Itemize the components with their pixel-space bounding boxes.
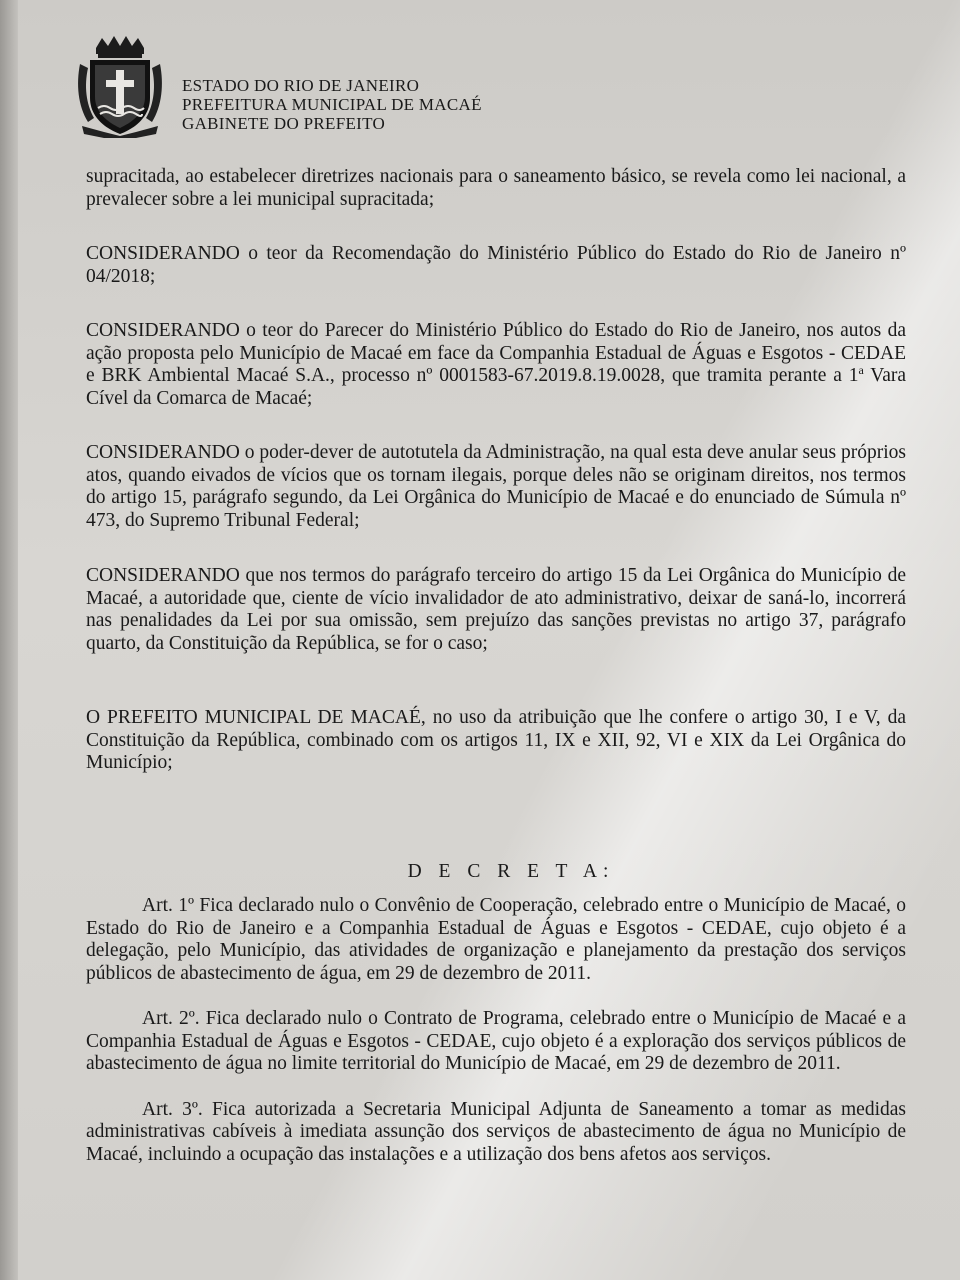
paragraph-considerando-4: CONSIDERANDO que nos termos do parágrafo terceiro do artigo 15 da Lei Orgânica do Município de Macaé, a autoridade que, ciente de vício invalidador de ato administrativo, deixar de saná-lo, incorrerá nas penalidades da Lei por sua omissão, sem prejuízo das sanções previstas no artigo 37, parágrafo quarto, da Constituição da República, se for o caso; [86, 565, 906, 654]
paragraph-considerando-2-tail: Vara Cível da Comarca de Macaé; [86, 365, 906, 409]
paragraph-considerando-2-text: CONSIDERANDO o teor do Parecer do Ministério Público do Estado do Rio de Janeiro, nos autos da ação proposta pelo Município de Macaé em face da Companhia Estadual de Águas e Esgotos - CEDAE e BRK Ambiental Macaé S.A., processo nº 0001583-67.2019.8.19.0028, que tramita perante a 1 [86, 320, 906, 386]
document-header [74, 34, 554, 144]
document-body [86, 166, 906, 1166]
paragraph-continuation: supracitada, ao estabelecer diretrizes nacionais para o saneamento básico, se revela como lei nacional, a prevalecer sobre a lei municipal supracitada; [86, 166, 906, 210]
page-edge-shadow [0, 0, 18, 1280]
paragraph-considerando-1: CONSIDERANDO o teor da Recomendação do Ministério Público do Estado do Rio de Janeiro nº 04/2018; [86, 243, 906, 287]
paragraph-considerando-3: CONSIDERANDO o poder-dever de autotutela da Administração, na qual esta deve anular seus próprios atos, quando eivados de vícios que os tornam ilegais, porque deles não se originam direitos, nos termos do artigo 15, parágrafo segundo, da Lei Orgânica do Município de Macaé e do enunciado de Súmula nº 473, do Supremo Tribunal Federal; [86, 442, 906, 531]
decreta-heading: D E C R E T A: [407, 860, 615, 882]
ordinal-superscript: a [858, 363, 864, 377]
header-state: ESTADO DO RIO DE JANEIRO [182, 76, 420, 95]
article-2: Art. 2º. Fica declarado nulo o Contrato de Programa, celebrado entre o Município de Macaé e a Companhia Estadual de Águas e Esgotos - CEDAE, cujo objeto é a exploração dos serviços públicos de abastecimento de água no limite territorial do Município de Macaé, em 29 de dezembro de 2011. [86, 1008, 906, 1074]
paragraph-prefeito: O PREFEITO MUNICIPAL DE MACAÉ, no uso da atribuição que lhe confere o artigo 30, I e V, da Constituição da República, combinado com os artigos 11, IX e XII, 92, VI e XIX da Lei Orgânica do Município; [86, 707, 906, 773]
header-office: GABINETE DO PREFEITO [182, 114, 386, 133]
paragraph-considerando-2 [86, 320, 906, 410]
article-1: Art. 1º Fica declarado nulo o Convênio de Cooperação, celebrado entre o Município de Macaé, o Estado do Rio de Janeiro e a Companhia Estadual de Águas e Esgotos - CEDAE, cujo objeto é a delegação, pelo Município, das atividades de organização e planejamento da prestação dos serviços públicos de abastecimento de água, em 29 de dezembro de 2011. [86, 895, 906, 984]
header-prefecture: PREFEITURA MUNICIPAL DE MACAÉ [182, 95, 482, 114]
article-3: Art. 3º. Fica autorizada a Secretaria Municipal Adjunta de Saneamento a tomar as medidas administrativas cabíveis à imediata assunção dos serviços de abastecimento de água no Município de Macaé, incluindo a ocupação das instalações e a utilização dos bens afetos aos serviços. [86, 1098, 906, 1165]
header-lines [182, 76, 482, 133]
coat-of-arms-icon [74, 34, 166, 138]
